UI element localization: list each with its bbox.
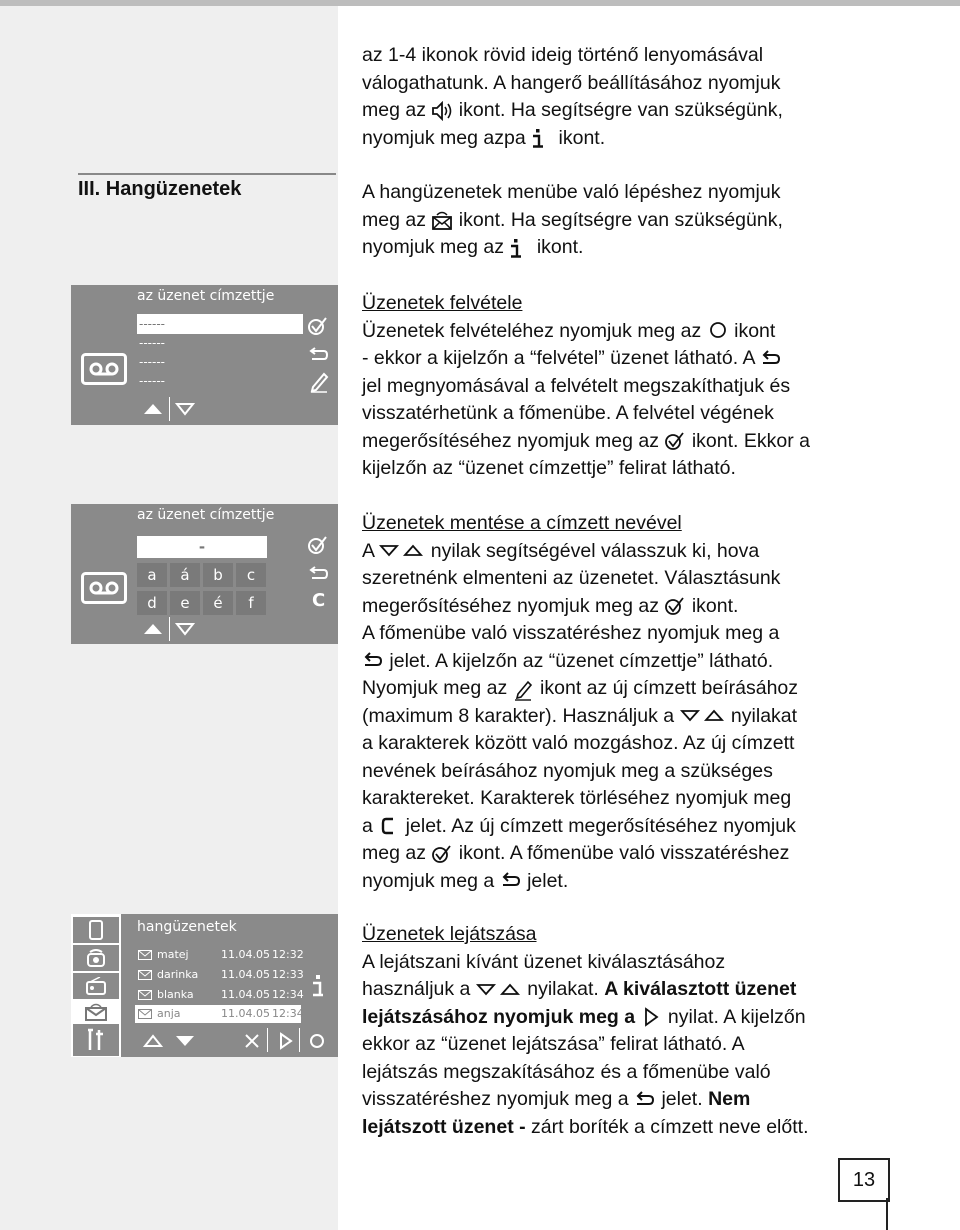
text-line: ikont. Ekkor a	[686, 429, 810, 452]
text-line: ikont.	[531, 236, 584, 258]
text-line: nyilakat	[725, 704, 798, 727]
text-line: nyilat. A kijelzőn	[662, 1005, 806, 1028]
list-title: hangüzenetek	[137, 919, 237, 935]
char-key[interactable]: é	[203, 591, 233, 615]
text-line: meg az	[362, 208, 432, 231]
text-line: megerősítéséhez nyomjuk meg az	[362, 594, 665, 617]
text-line: ikont.	[553, 126, 606, 149]
message-name: matej	[157, 948, 189, 961]
text-line: Nyomjuk meg az	[362, 677, 513, 699]
menu-paragraph	[362, 179, 942, 262]
text-line: jelet. Az új címzett megerősítéséhez nyomjuk	[400, 814, 796, 837]
text-line: (maximum 8 karakter). Használjuk a	[362, 704, 680, 727]
message-date: 11.04.05	[221, 988, 270, 1001]
info-icon[interactable]	[311, 974, 325, 998]
back-icon[interactable]	[309, 566, 329, 582]
separator	[299, 1028, 300, 1052]
text-line: jelet.	[656, 1088, 709, 1110]
text-line: A főmenübe való visszatéréshez nyomjuk meg a	[362, 622, 780, 644]
text-line: A hangüzenetek menübe való lépéshez nyomjuk	[362, 181, 781, 203]
text-line: nyilakat.	[521, 978, 605, 1000]
message-date: 11.04.05	[221, 948, 270, 961]
message-time: 12:33	[272, 968, 304, 981]
section-heading: Üzenetek felvétele	[362, 292, 523, 314]
back-icon	[760, 349, 782, 369]
section-divider	[78, 173, 336, 175]
text-line: ikont. Ha segítségre van szükségünk,	[453, 99, 783, 121]
cassette-icon	[81, 353, 127, 385]
display-recipient-list	[71, 285, 338, 425]
envelope-icon	[431, 210, 453, 230]
tab-radio[interactable]	[73, 973, 119, 999]
arrows-icon	[680, 706, 726, 726]
play-icon	[641, 1007, 663, 1027]
list-item-selected: ------	[137, 314, 303, 334]
text-line: ikont. Ha segítségre van szükségünk,	[453, 208, 783, 231]
text-line: ikont	[728, 319, 776, 342]
envelope-icon	[138, 990, 152, 1000]
text-line: meg az	[362, 842, 432, 864]
text-line: használjuk a	[362, 978, 476, 1000]
char-key[interactable]: e	[170, 591, 200, 615]
text-line: visszatéréshez nyomjuk meg a	[362, 1088, 635, 1110]
text-line: ekkor az “üzenet lejátszása” felirat látható. A	[362, 1033, 745, 1055]
arrow-down-icon[interactable]	[175, 622, 195, 636]
text-line: A	[362, 539, 380, 562]
record-icon[interactable]	[309, 1033, 325, 1049]
text-line: zárt boríték a címzett neve előtt.	[531, 1115, 809, 1138]
text-line: visszatérhetünk a főmenübe. A felvétel végének	[362, 402, 774, 424]
info-icon	[509, 238, 531, 258]
display-name-entry	[71, 504, 338, 644]
separator	[169, 617, 170, 641]
intro-paragraph	[362, 42, 942, 152]
section-heading: Üzenetek mentése a címzett nevével	[362, 512, 682, 534]
tab-phonebook[interactable]	[73, 917, 119, 943]
text-line: megerősítéséhez nyomjuk meg az	[362, 429, 665, 452]
arrow-up-icon[interactable]	[143, 622, 163, 636]
char-key[interactable]: a	[137, 563, 167, 587]
text-line: jel megnyomásával a felvételt megszakíthatjuk és	[362, 374, 791, 397]
text-line: ikont.	[686, 594, 739, 617]
check-icon[interactable]	[307, 535, 329, 555]
text-line: - ekkor a kijelzőn a “felvétel” üzenet látható. A	[362, 347, 760, 369]
pencil-icon	[513, 679, 535, 699]
text-line: lejátszott üzenet -	[362, 1115, 532, 1138]
back-icon[interactable]	[309, 347, 329, 363]
list-item[interactable]	[137, 946, 304, 964]
arrow-down-icon[interactable]	[175, 1034, 195, 1048]
check-icon	[664, 431, 686, 451]
play-icon[interactable]	[279, 1032, 293, 1050]
tools-icon[interactable]	[85, 1028, 107, 1052]
back-icon	[634, 1090, 656, 1110]
tab-phone[interactable]	[73, 945, 119, 971]
text-line: nyomjuk meg a	[362, 869, 500, 892]
message-name: blanka	[157, 988, 194, 1001]
page-number: 13	[838, 1158, 890, 1202]
message-date: 11.04.05	[221, 1007, 270, 1020]
back-icon	[500, 871, 522, 891]
text-line: nyilak segítségével válasszuk ki, hova	[425, 539, 760, 562]
envelope-icon	[138, 950, 152, 960]
arrow-up-icon[interactable]	[143, 1034, 163, 1048]
text-line: szeretnénk elmenteni az üzenetet. Választásunk	[362, 567, 781, 589]
display-title: az üzenet címzettje	[137, 288, 275, 304]
text-line: A kiválasztott üzenet	[604, 978, 797, 1000]
envelope-icon[interactable]	[85, 1003, 107, 1021]
list-item: ------	[139, 336, 165, 350]
pencil-icon[interactable]	[309, 371, 329, 393]
envelope-icon	[138, 1009, 152, 1019]
text-line: jelet. A kijelzőn az “üzenet címzettje” látható.	[384, 649, 774, 672]
list-item-selected[interactable]	[135, 1005, 304, 1023]
list-item[interactable]	[137, 966, 304, 984]
check-icon[interactable]	[307, 316, 329, 336]
text-line: Üzenetek felvételéhez nyomjuk meg az	[362, 319, 707, 342]
list-item[interactable]	[137, 986, 304, 1004]
text-line: ikont. A főmenübe való visszatéréshez	[453, 842, 790, 864]
arrows-icon	[379, 541, 425, 561]
back-icon	[362, 651, 384, 671]
text-line: Nem	[708, 1088, 751, 1110]
message-date: 11.04.05	[221, 968, 270, 981]
text-line: jelet.	[521, 869, 569, 892]
arrows-icon	[476, 980, 522, 1000]
delete-icon[interactable]	[244, 1033, 260, 1049]
text-line: nevének beírásához nyomjuk meg a szükséges	[362, 759, 773, 782]
text-line: kijelzőn az “üzenet címzettje” felirat látható.	[362, 457, 736, 479]
saving-paragraph	[362, 510, 942, 895]
separator	[169, 397, 170, 421]
text-line: az 1-4 ikonok rövid ideig történő lenyomásával	[362, 44, 764, 66]
section-title: III. Hangüzenetek	[78, 178, 242, 200]
record-icon	[707, 321, 729, 341]
text-line: lejátszásához nyomjuk meg a	[362, 1005, 641, 1028]
check-icon	[431, 844, 453, 864]
speaker-icon	[431, 101, 453, 121]
list-item: ------	[139, 355, 165, 369]
check-icon	[664, 596, 686, 616]
char-key[interactable]: f	[236, 591, 266, 615]
text-line: meg az	[362, 99, 432, 121]
page-number-line	[886, 1198, 888, 1230]
info-icon	[531, 128, 553, 148]
clear-icon	[378, 816, 400, 836]
playback-paragraph	[362, 921, 942, 1141]
text-line: A lejátszani kívánt üzenet kiválasztásához	[362, 950, 726, 973]
char-key[interactable]: c	[236, 563, 266, 587]
message-time: 12:32	[272, 948, 304, 961]
message-name: darinka	[157, 968, 199, 981]
arrow-up-icon[interactable]	[143, 402, 163, 416]
message-name: anja	[157, 1007, 181, 1020]
message-time: 12:34	[272, 1007, 304, 1020]
display-title: az üzenet címzettje	[137, 507, 275, 523]
name-input[interactable]: -	[137, 536, 267, 558]
char-key[interactable]: á	[170, 563, 200, 587]
text-line: ikont az új címzett beírásához	[534, 677, 799, 699]
list-item: ------	[139, 374, 165, 388]
separator	[267, 1028, 268, 1052]
text-line: nyomjuk meg az	[362, 236, 510, 258]
clear-key[interactable]: C	[312, 590, 326, 611]
text-line: nyomjuk meg azpa	[362, 126, 532, 149]
display-voice-messages	[71, 914, 338, 1057]
recording-paragraph	[362, 290, 942, 483]
text-line: a karakterek között való mozgáshoz. Az új címzett	[362, 732, 795, 754]
message-time: 12:34	[272, 988, 304, 1001]
section-heading: Üzenetek lejátszása	[362, 923, 537, 945]
text-line: a	[362, 814, 379, 837]
char-key[interactable]: b	[203, 563, 233, 587]
char-key[interactable]: d	[137, 591, 167, 615]
text-line: válogathatunk. A hangerő beállításához nyomjuk	[362, 71, 781, 94]
envelope-icon	[138, 970, 152, 980]
arrow-down-icon[interactable]	[175, 402, 195, 416]
cassette-icon	[81, 572, 127, 604]
text-line: lejátszás megszakításához és a főmenübe való	[362, 1060, 771, 1083]
text-line: karaktereket. Karakterek törléséhez nyomjuk meg	[362, 787, 792, 809]
